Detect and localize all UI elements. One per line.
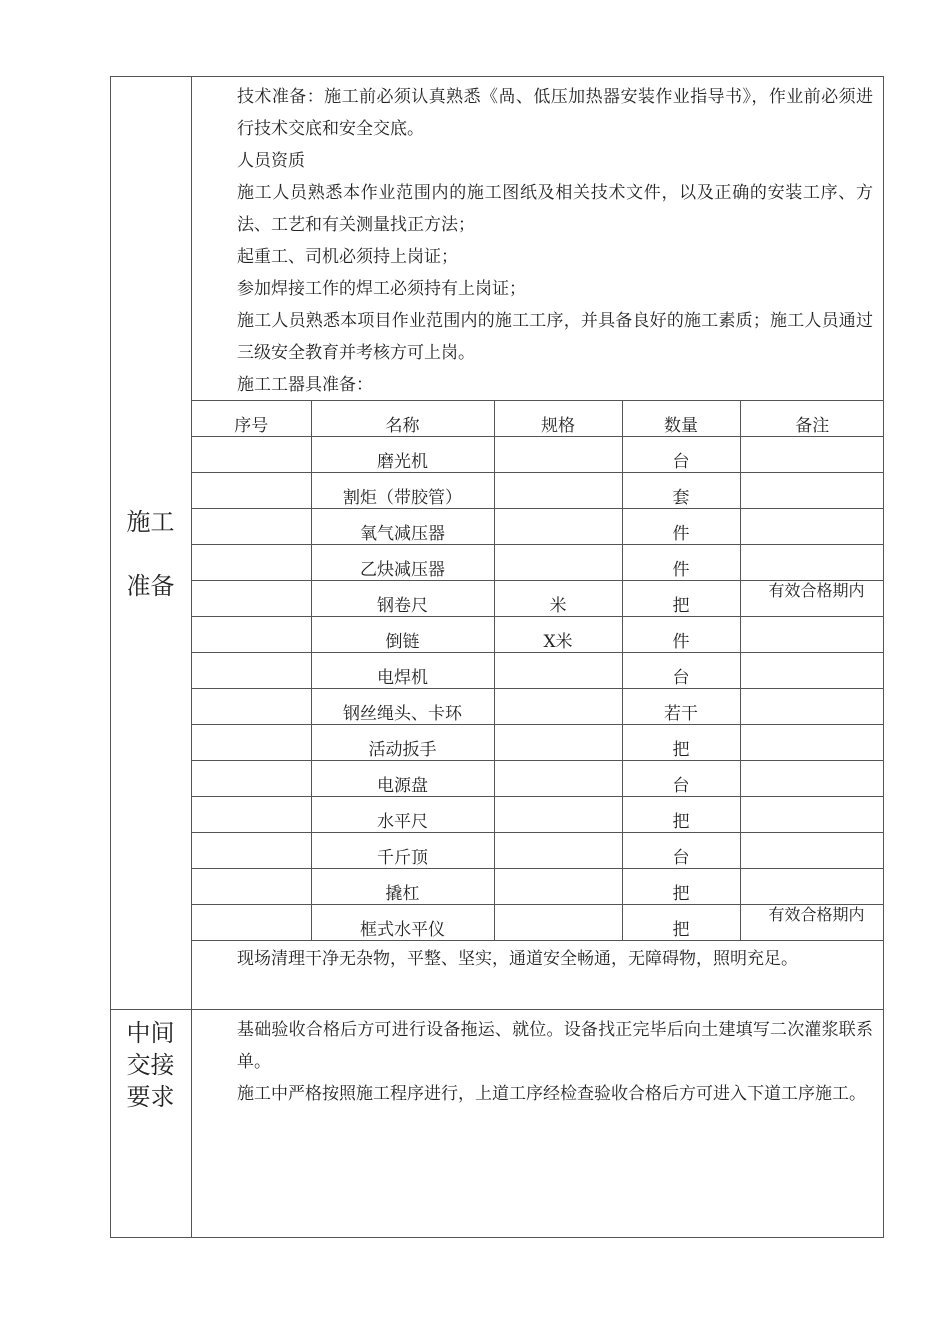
cell-index <box>192 581 311 617</box>
cell-spec <box>494 905 622 941</box>
cell-qty: 台 <box>622 437 740 473</box>
cell-name: 电焊机 <box>311 653 494 689</box>
cell-note <box>740 509 884 545</box>
prep-paragraph: 施工人员熟悉本项目作业范围内的施工工序，并具备良好的施工素质；施工人员通过三级安全教育并考核方可上岗。 <box>237 311 873 363</box>
site-note: 现场清理干净无杂物，平整、坚实，通道安全畅通，无障碍物，照明充足。 <box>237 949 798 969</box>
cell-qty: 把 <box>622 797 740 833</box>
cell-name: 框式水平仪 <box>311 905 494 941</box>
cell-spec <box>494 797 622 833</box>
cell-qty: 台 <box>622 653 740 689</box>
handover-label-line1: 中间 <box>126 1019 175 1047</box>
cell-index <box>192 905 311 941</box>
cell-qty: 台 <box>622 761 740 797</box>
table-row <box>192 617 884 653</box>
cell-index <box>192 833 311 869</box>
cell-index <box>192 617 311 653</box>
prep-paragraph: 人员资质 <box>237 151 305 171</box>
section-label-handover <box>110 1017 191 1113</box>
cell-index <box>192 473 311 509</box>
cell-name: 电源盘 <box>311 761 494 797</box>
note-text: 有效合格期内 <box>768 581 865 600</box>
table-row <box>192 869 884 905</box>
note-text <box>769 653 885 687</box>
note-text <box>769 437 885 471</box>
header-cell: 数量 <box>622 401 740 437</box>
table-row <box>192 581 884 617</box>
note-text <box>769 725 885 759</box>
prep-label-line1: 施工 <box>126 508 175 536</box>
table-row <box>192 725 884 761</box>
cell-note <box>740 905 884 941</box>
cell-spec <box>494 761 622 797</box>
cell-spec <box>494 653 622 689</box>
cell-spec <box>494 833 622 869</box>
section-divider <box>110 1009 884 1010</box>
table-row <box>192 761 884 797</box>
cell-index <box>192 545 311 581</box>
cell-spec <box>494 545 622 581</box>
cell-note <box>740 617 884 653</box>
cell-qty: 台 <box>622 833 740 869</box>
cell-index <box>192 725 311 761</box>
header-cell: 备注 <box>740 401 884 437</box>
handover-paragraph: 施工中严格按照施工程序进行，上道工序经检查验收合格后方可进入下道工序施工。 <box>237 1084 866 1104</box>
cell-note <box>740 545 884 581</box>
table-row <box>192 437 884 473</box>
section-label-prep <box>110 490 191 618</box>
note-text <box>769 833 885 867</box>
cell-spec: X米 <box>494 617 622 653</box>
cell-note <box>740 473 884 509</box>
table-row <box>192 545 884 581</box>
cell-qty: 把 <box>622 869 740 905</box>
cell-spec <box>494 509 622 545</box>
header-cell: 序号 <box>192 401 311 437</box>
cell-index <box>192 653 311 689</box>
cell-name: 钢丝绳头、卡环 <box>311 689 494 725</box>
cell-qty: 件 <box>622 545 740 581</box>
cell-note <box>740 725 884 761</box>
handover-label-line2: 交接 <box>126 1051 175 1079</box>
cell-note <box>740 581 884 617</box>
cell-qty: 套 <box>622 473 740 509</box>
note-text <box>769 869 885 903</box>
table-row <box>192 833 884 869</box>
note-text <box>769 509 885 543</box>
cell-note <box>740 437 884 473</box>
handover-label-line3: 要求 <box>126 1083 175 1111</box>
note-text <box>769 761 885 795</box>
note-text <box>769 797 885 831</box>
cell-index <box>192 509 311 545</box>
cell-note <box>740 761 884 797</box>
cell-spec <box>494 437 622 473</box>
cell-name: 氧气减压器 <box>311 509 494 545</box>
cell-qty: 把 <box>622 581 740 617</box>
cell-name: 活动扳手 <box>311 725 494 761</box>
table-row <box>192 797 884 833</box>
table-row <box>192 689 884 725</box>
prep-text-block <box>237 81 873 401</box>
prep-paragraph: 施工工器具准备： <box>237 375 373 395</box>
cell-spec <box>494 473 622 509</box>
prep-paragraph: 参加焊接工作的焊工必须持有上岗证； <box>237 279 526 299</box>
cell-name: 千斤顶 <box>311 833 494 869</box>
note-text <box>769 545 885 579</box>
cell-name: 磨光机 <box>311 437 494 473</box>
cell-name: 倒链 <box>311 617 494 653</box>
note-text <box>769 689 885 723</box>
table-header-row <box>192 401 884 437</box>
table-row <box>192 509 884 545</box>
cell-name: 乙炔减压器 <box>311 545 494 581</box>
table-row <box>192 905 884 941</box>
cell-spec <box>494 725 622 761</box>
note-text <box>769 473 885 507</box>
cell-qty: 件 <box>622 617 740 653</box>
prep-label-line2: 准备 <box>126 572 175 600</box>
cell-note <box>740 689 884 725</box>
cell-spec <box>494 689 622 725</box>
cell-qty: 件 <box>622 509 740 545</box>
note-text <box>769 617 885 651</box>
cell-note <box>740 653 884 689</box>
cell-name: 水平尺 <box>311 797 494 833</box>
prep-paragraph: 施工人员熟悉本作业范围内的施工图纸及相关技术文件，以及正确的安装工序、方法、工艺和有关测量找正方法； <box>237 183 873 235</box>
cell-index <box>192 761 311 797</box>
cell-spec <box>494 869 622 905</box>
handover-paragraph: 基础验收合格后方可进行设备拖运、就位。设备找正完毕后向土建填写二次灌浆联系单。 <box>237 1020 873 1072</box>
cell-index <box>192 437 311 473</box>
cell-name: 钢卷尺 <box>311 581 494 617</box>
prep-paragraph: 起重工、司机必须持上岗证； <box>237 247 458 267</box>
tools-table <box>192 400 884 941</box>
cell-qty: 若干 <box>622 689 740 725</box>
cell-spec: 米 <box>494 581 622 617</box>
header-cell: 名称 <box>311 401 494 437</box>
table-row <box>192 473 884 509</box>
header-cell: 规格 <box>494 401 622 437</box>
handover-text-block <box>237 1014 873 1110</box>
cell-index <box>192 869 311 905</box>
cell-index <box>192 797 311 833</box>
cell-note <box>740 797 884 833</box>
cell-name: 割炬（带胶管） <box>311 473 494 509</box>
cell-index <box>192 689 311 725</box>
cell-note <box>740 833 884 869</box>
cell-note <box>740 869 884 905</box>
note-text: 有效合格期内 <box>768 905 865 924</box>
cell-name: 撬杠 <box>311 869 494 905</box>
table-row <box>192 653 884 689</box>
cell-qty: 把 <box>622 905 740 941</box>
cell-qty: 把 <box>622 725 740 761</box>
prep-paragraph: 技术准备：施工前必须认真熟悉《咼、低压加热器安装作业指导书》，作业前必须进行技术交底和安全交底。 <box>237 87 873 139</box>
